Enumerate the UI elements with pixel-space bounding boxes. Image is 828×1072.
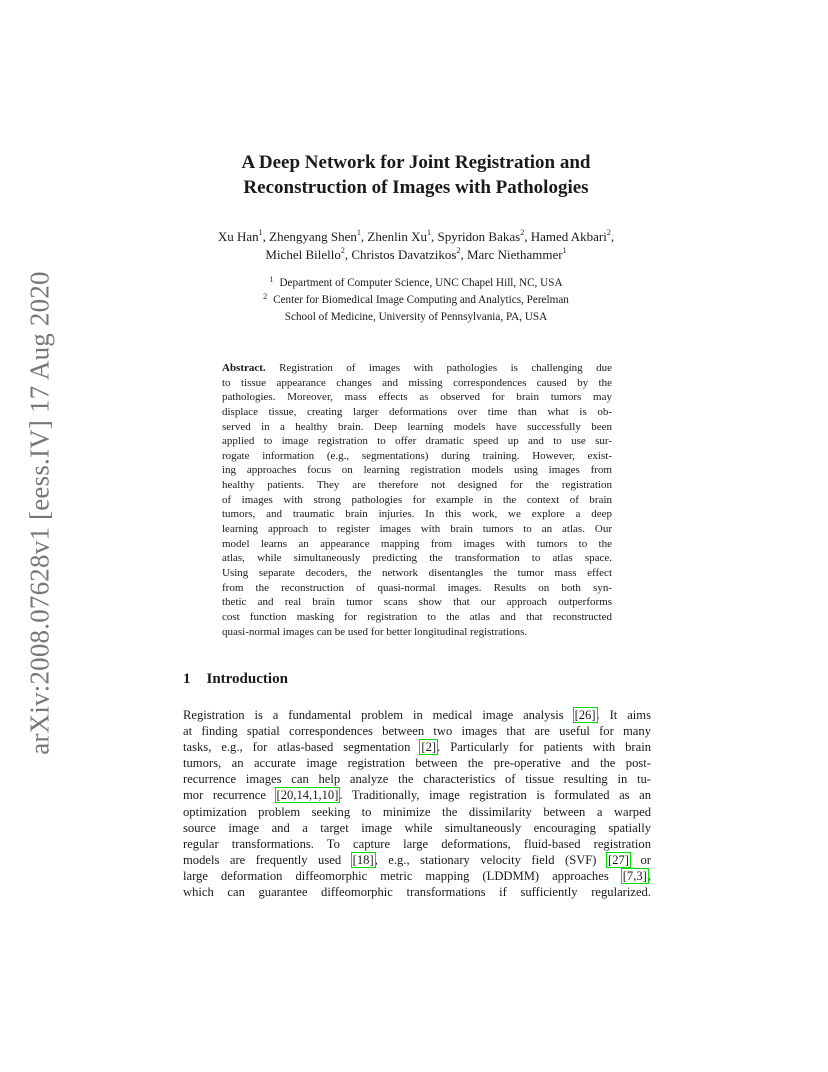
abstract-line: model learns an appearance mapping from images with tumors to the	[222, 537, 612, 550]
citation-link[interactable]: [27]	[608, 852, 629, 867]
text-run: models are frequently used	[183, 852, 352, 867]
author-name: Christos Davatzikos	[351, 247, 457, 262]
text-run: . Traditionally, image registration is formulated as an	[339, 788, 651, 803]
author-list	[150, 228, 682, 264]
arxiv-identifier: arXiv:2008.07628v1 [eess.IV] 17 Aug 2020	[24, 271, 55, 755]
abstract-heading: Abstract.	[222, 362, 266, 374]
paragraph-line: which can guarantee diffeomorphic transformations if sufficiently regularized.	[183, 885, 651, 900]
affiliation-marker: 1	[356, 227, 361, 237]
paper-title	[150, 150, 682, 200]
abstract-line: of images with strong pathologies for example in the context of brain	[222, 493, 612, 506]
text-run: mor recurrence	[183, 788, 276, 803]
paragraph-line: regular transformations. To capture large deformations, fluid-based registration	[183, 836, 651, 851]
paragraph-line	[183, 852, 651, 868]
paragraph-line	[183, 739, 651, 755]
paragraph-line	[183, 787, 651, 803]
abstract-line: healthy patients. They are therefore not designed for the registration	[222, 479, 612, 492]
author-line: Michel Bilello$^2$, Christos Davatzikos$^2$, Marc Niethammer$^1$	[265, 245, 567, 262]
citation-link[interactable]: [20,14,1,10]	[276, 788, 339, 803]
abstract-line: pathologies. Moreover, mass effects as observed for brain tumors may	[222, 391, 612, 404]
author-name: Michel Bilello	[265, 247, 341, 262]
citation-link[interactable]: [18]	[352, 852, 374, 867]
text-run: or	[630, 852, 652, 867]
text-run: . Particularly for patients with brain	[437, 740, 651, 755]
abstract-line: learning approach to register images with brain tumors to an atlas. Our	[222, 523, 612, 536]
text-run: Registration is a fundamental problem in medical image analysis	[183, 708, 574, 722]
author-name: Spyridon Bakas	[437, 229, 521, 244]
abstract-line: ing approaches focus on learning registration models using images from	[222, 464, 612, 477]
section-heading	[183, 671, 288, 688]
author-name: Marc Niethammer	[466, 247, 563, 262]
paragraph-line: at finding spatial correspondences between two images that are useful for many	[183, 724, 651, 739]
affiliation-line	[150, 292, 682, 309]
affiliation-number: 1	[269, 275, 274, 284]
author-name: Zhenlin Xu	[367, 229, 427, 244]
text-run: large deformation diffeomorphic metric mapping (LDDMM) approaches	[183, 868, 622, 883]
abstract-line: from the reconstruction of quasi-normal images. Results on both syn-	[222, 581, 612, 594]
affiliation-text: Department of Computer Science, UNC Chapel Hill, NC, USA	[279, 277, 563, 289]
affiliation-marker: 1	[426, 227, 431, 237]
abstract-line: Using separate decoders, the network disentangles the tumor mass effect	[222, 566, 612, 579]
abstract-line: served in a healthy brain. Deep learning models have successfully been	[222, 420, 612, 433]
text-run: , e.g., stationary velocity field (SVF)	[374, 852, 608, 867]
arxiv-side-stamp	[20, 271, 60, 755]
affiliation-text: Center for Biomedical Image Computing and Analytics, Perelman	[273, 294, 569, 306]
text-run: . It aims	[596, 708, 651, 722]
paragraph-line	[183, 868, 651, 884]
author-name: Hamed Akbari	[530, 229, 607, 244]
affiliation-line: School of Medicine, University of Pennsylvania, PA, USA	[284, 311, 548, 323]
paragraph-line: optimization problem seeking to minimize the dissimilarity between a warped	[183, 804, 651, 819]
text-run: tasks, e.g., for atlas-based segmentation	[183, 740, 421, 755]
affiliation-marker: 1	[258, 227, 263, 237]
title-line: A Deep Network for Joint Registration and	[241, 152, 591, 173]
text-run: ,	[647, 868, 651, 883]
citation-link[interactable]: [2]	[421, 740, 437, 755]
affiliation-line	[150, 275, 682, 292]
affiliation-marker: 2	[606, 227, 611, 237]
affiliation-marker: 1	[562, 245, 567, 255]
introduction-paragraph	[183, 707, 651, 900]
abstract-line: rogate information (e.g., segmentations) during training. However, exist-	[222, 449, 612, 462]
abstract-line: thetic and real brain tumor scans show that our approach outperforms	[222, 596, 612, 609]
paragraph-line: tumors, an accurate image registration between the pre-operative and the post-	[183, 756, 651, 771]
abstract-line: atlas, while simultaneously predicting the transformation to atlas space.	[222, 552, 612, 565]
affiliation-marker: 2	[456, 245, 461, 255]
abstract-text: Registration of images with pathologies is challenging due	[265, 362, 612, 374]
paragraph-line: recurrence images can help analyze the characteristics of tissue resulting in tu-	[183, 772, 651, 787]
abstract-line: quasi-normal images can be used for better longitudinal registrations.	[222, 625, 528, 638]
affiliation-marker: 2	[340, 245, 345, 255]
abstract-line: displace tissue, creating larger deformations over time than what is ob-	[222, 405, 612, 418]
title-line: Reconstruction of Images with Pathologies	[243, 177, 589, 198]
affiliation-marker: 2	[520, 227, 525, 237]
abstract	[222, 361, 612, 639]
abstract-line	[222, 361, 612, 376]
author-name: Xu Han	[217, 229, 259, 244]
citation-link[interactable]: [26]	[574, 708, 596, 722]
affiliation-number: 2	[263, 292, 268, 301]
abstract-line: applied to image registration to offer dramatic speed up and to use sur-	[222, 435, 612, 448]
abstract-line: cost function masking for registration to the atlas and that reconstructed	[222, 610, 612, 623]
citation-link[interactable]: [7,3]	[622, 868, 647, 883]
section-number: 1	[183, 671, 191, 687]
paragraph-line: source image and a target image while simultaneously encouraging spatially	[183, 820, 651, 835]
author-line: Xu Han$^1$, Zhengyang Shen$^1$, Zhenlin Xu$^1$, Spyridon Bakas$^2$, Hamed Akbari$^2$,	[217, 227, 615, 244]
affiliations	[150, 275, 682, 325]
paragraph-line	[183, 707, 651, 723]
author-name: Zhengyang Shen	[269, 229, 357, 244]
abstract-line: tumors, and traumatic brain injuries. In this work, we explore a deep	[222, 508, 612, 521]
section-title: Introduction	[206, 671, 288, 687]
abstract-line: to tissue appearance changes and missing correspondences caused by the	[222, 376, 612, 389]
